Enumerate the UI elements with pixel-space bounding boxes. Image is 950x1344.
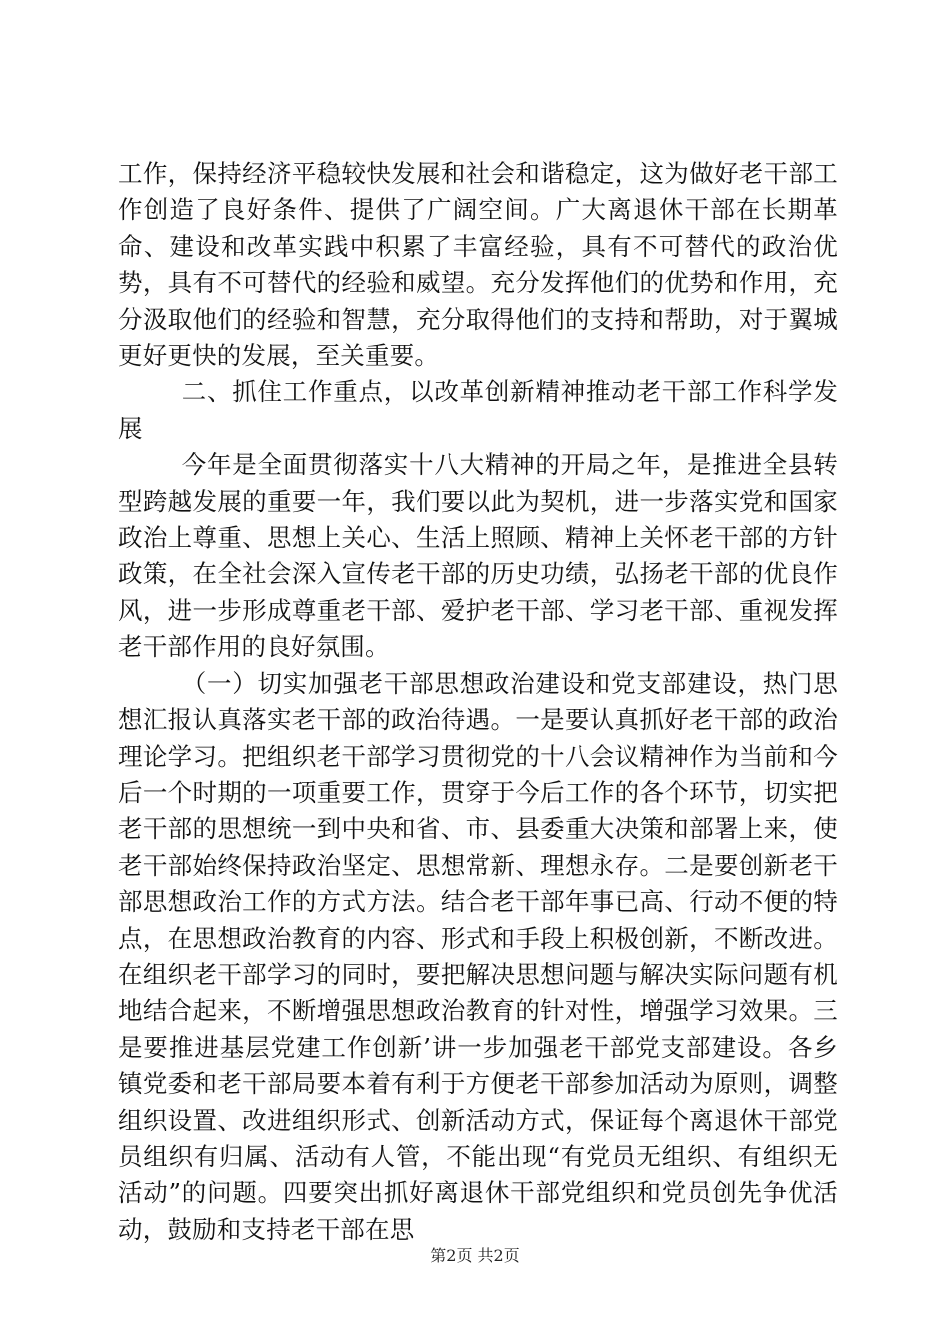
paragraph-intro: 今年是全面贯彻落实十八大精神的开局之年，是推进全县转型跨越发展的重要一年，我们要以此为契机，进一步落实党和国家政治上尊重、思想上关心、生活上照顾、精神上关怀老干部的方针政策，在全社会深入宣传老干部的历史功绩，弘扬老干部的优良作风，进一步形成尊重老干部、爱护老干部、学习老干部、重视发挥老干部作用的良好氛围。: [118, 450, 838, 662]
page-number-footer: 第2页 共2页: [430, 1246, 520, 1265]
document-body: [118, 156, 838, 1248]
section-heading: 二、抓住工作重点，以改革创新精神推动老干部工作科学发展: [118, 377, 838, 443]
paragraph-continuation: 工作，保持经济平稳较快发展和社会和谐稳定，这为做好老干部工作创造了良好条件、提供了广阔空间。广大离退休干部在长期革命、建设和改革实践中积累了丰富经验，具有不可替代的政治优势，具有不可替代的经验和威望。充分发挥他们的优势和作用，充分汲取他们的经验和智慧，充分取得他们的支持和帮助，对于翼城更好更快的发展，至关重要。: [118, 159, 838, 371]
paragraph-subsection-one: （一）切实加强老干部思想政治建设和党支部建设，热门思想汇报认真落实老干部的政治待遇。一是要认真抓好老干部的政治理论学习。把组织老干部学习贯彻党的十八会议精神作为当前和今后一个时期的一项重要工作，贯穿于今后工作的各个环节，切实把老干部的思想统一到中央和省、市、县委重大决策和部署上来，使老干部始终保持政治坚定、思想常新、理想永存。二是要创新老干部思想政治工作的方式方法。结合老干部年事已高、行动不便的特点，在思想政治教育的内容、形式和手段上积极创新，不断改进。在组织老干部学习的同时，要把解决思想问题与解决实际问题有机地结合起来，不断增强思想政治教育的针对性，增强学习效果。三是要推进基层党建工作创新’讲一步加强老干部党支部建设。各乡镇党委和老干部局要本着有利于方便老干部参加活动为原则，调整组织设置、改进组织形式、创新活动方式，保证每个离退休干部党员组织有归属、活动有人管，不能出现“有党员无组织、有组织无活动”的问题。四要突出抓好离退休干部党组织和党员创先争优活动，鼓励和支持老干部在思: [118, 668, 838, 1244]
